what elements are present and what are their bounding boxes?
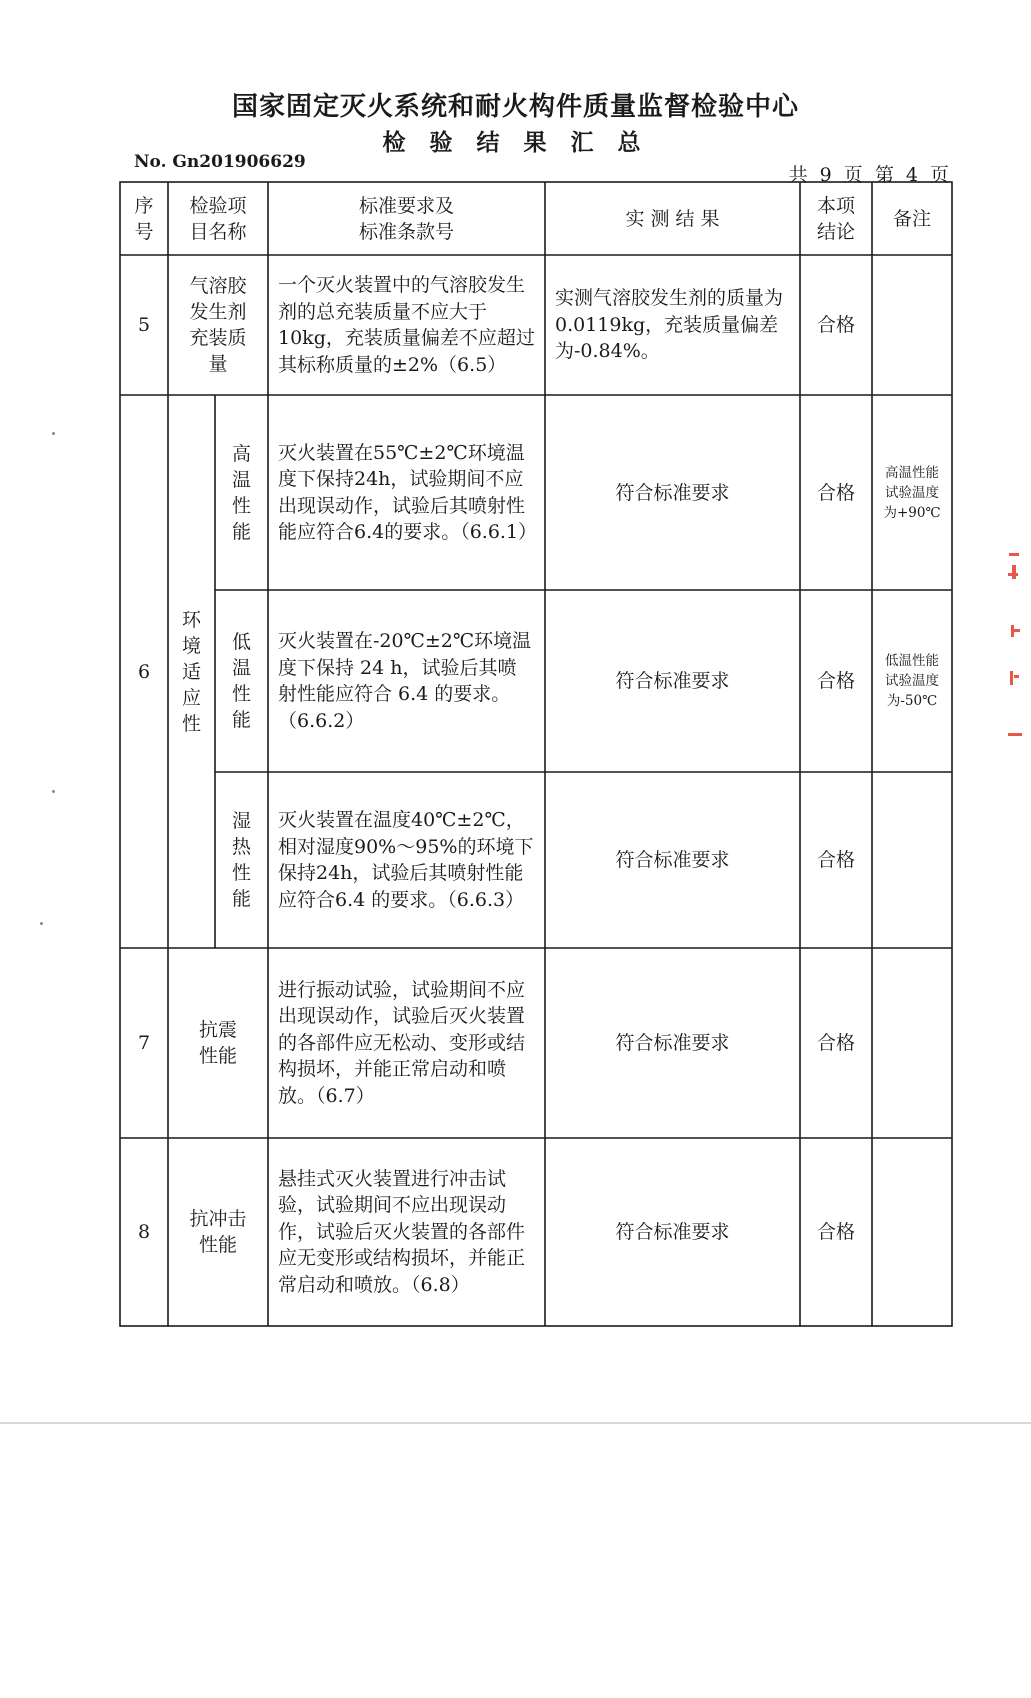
row-6-sub-low-temp-remark: 低温性能试验温度为-50℃ (885, 653, 939, 709)
row-6-sub-high-temp-standard: 灭火装置在55℃±2℃环境温度下保持24h，试验期间不应出现误动作，试验后其喷射性能应符合6.4的要求。（6.6.1） (278, 441, 538, 543)
row-6-sub-damp-heat-conclusion: 合格 (816, 849, 855, 871)
column-header-item: 检验项目名称 (189, 194, 247, 243)
column-header-result: 实 测 结 果 (625, 207, 720, 230)
row-7-conclusion: 合格 (816, 1032, 855, 1054)
row-8-result: 符合标准要求 (615, 1221, 730, 1243)
row-7-seq: 7 (137, 1032, 151, 1054)
row-6-sub-high-temp-conclusion: 合格 (816, 481, 855, 504)
row-6-sub-low-temp-result: 符合标准要求 (615, 670, 730, 692)
row-7-result: 符合标准要求 (615, 1032, 730, 1054)
column-header-standard: 标准要求及标准条款号 (358, 194, 454, 243)
row-6-seq: 6 (137, 660, 151, 683)
row-8-standard: 悬挂式灭火装置进行冲击试验，试验期间不应出现误动作，试验后灭火装置的各部件应无变形或结构损坏，并能正常启动和喷放。（6.8） (278, 1167, 526, 1296)
row-6-sub-low-temp-name: 低温性能 (231, 631, 251, 731)
column-header-conclusion: 本项结论 (816, 194, 855, 243)
row-8-seq: 8 (137, 1221, 151, 1243)
row-8-conclusion: 合格 (816, 1221, 855, 1243)
row-6-sub-high-temp-result: 符合标准要求 (615, 481, 730, 504)
row-6-item: 环境适应性 (181, 608, 201, 735)
row-6-sub-low-temp-conclusion: 合格 (816, 670, 855, 692)
page-count: 共 9 页 第 4 页 (788, 164, 949, 186)
row-5-result: 实测气溶胶发生剂的质量为 0.0119kg，充装质量偏差为-0.84%。 (555, 287, 784, 363)
scan-mark (52, 432, 55, 435)
row-5-item: 气溶胶发生剂充装质量 (189, 275, 247, 375)
seam-stamp-fragment (1004, 545, 1024, 745)
column-header-remark: 备注 (892, 207, 931, 230)
scan-mark (40, 922, 43, 925)
row-6-sub-damp-heat-name: 湿热性能 (231, 810, 251, 910)
row-6-sub-damp-heat-remark (872, 772, 952, 948)
row-7-item: 抗震性能 (198, 1019, 237, 1067)
row-6-sub-high-temp-name: 高温性能 (231, 442, 251, 543)
scan-edge-line (0, 1422, 1031, 1424)
row-6-sub-high-temp-remark: 高温性能试验温度为+90℃ (883, 464, 941, 521)
row-7-remark (872, 948, 952, 1138)
report-number: No. Gn201906629 (134, 152, 306, 172)
row-7-standard: 进行振动试验，试验期间不应出现误动作，试验后灭火装置的各部件应无松动、变形或结构损坏，并能正常启动和喷放。（6.7） (278, 978, 526, 1107)
row-8-item: 抗冲击性能 (189, 1208, 247, 1256)
row-6-sub-damp-heat-result: 符合标准要求 (615, 849, 730, 871)
page-subtitle: 检 验 结 果 汇 总 (382, 130, 649, 156)
row-6-sub-low-temp-standard: 灭火装置在-20℃±2℃环境温度下保持 24 h，试验后其喷射性能应符合 6.4 的要求。（6.6.2） (278, 630, 532, 732)
page-title: 国家固定灭火系统和耐火构件质量监督检验中心 (231, 92, 799, 122)
column-header-seq: 序号 (134, 194, 154, 243)
row-5-conclusion: 合格 (816, 314, 855, 336)
row-5-remark (872, 255, 952, 395)
scan-mark (52, 790, 55, 793)
row-5-standard: 一个灭火装置中的气溶胶发生剂的总充装质量不应大于10kg，充装质量偏差不应超过其标称质量的±2%（6.5） (278, 274, 535, 376)
row-6-sub-damp-heat-standard: 灭火装置在温度40℃±2℃，相对湿度90%～95%的环境下保持24h，试验后其喷射性能应符合6.4 的要求。（6.6.3） (278, 809, 534, 911)
row-5-seq: 5 (137, 314, 151, 336)
row-8-remark (872, 1138, 952, 1326)
